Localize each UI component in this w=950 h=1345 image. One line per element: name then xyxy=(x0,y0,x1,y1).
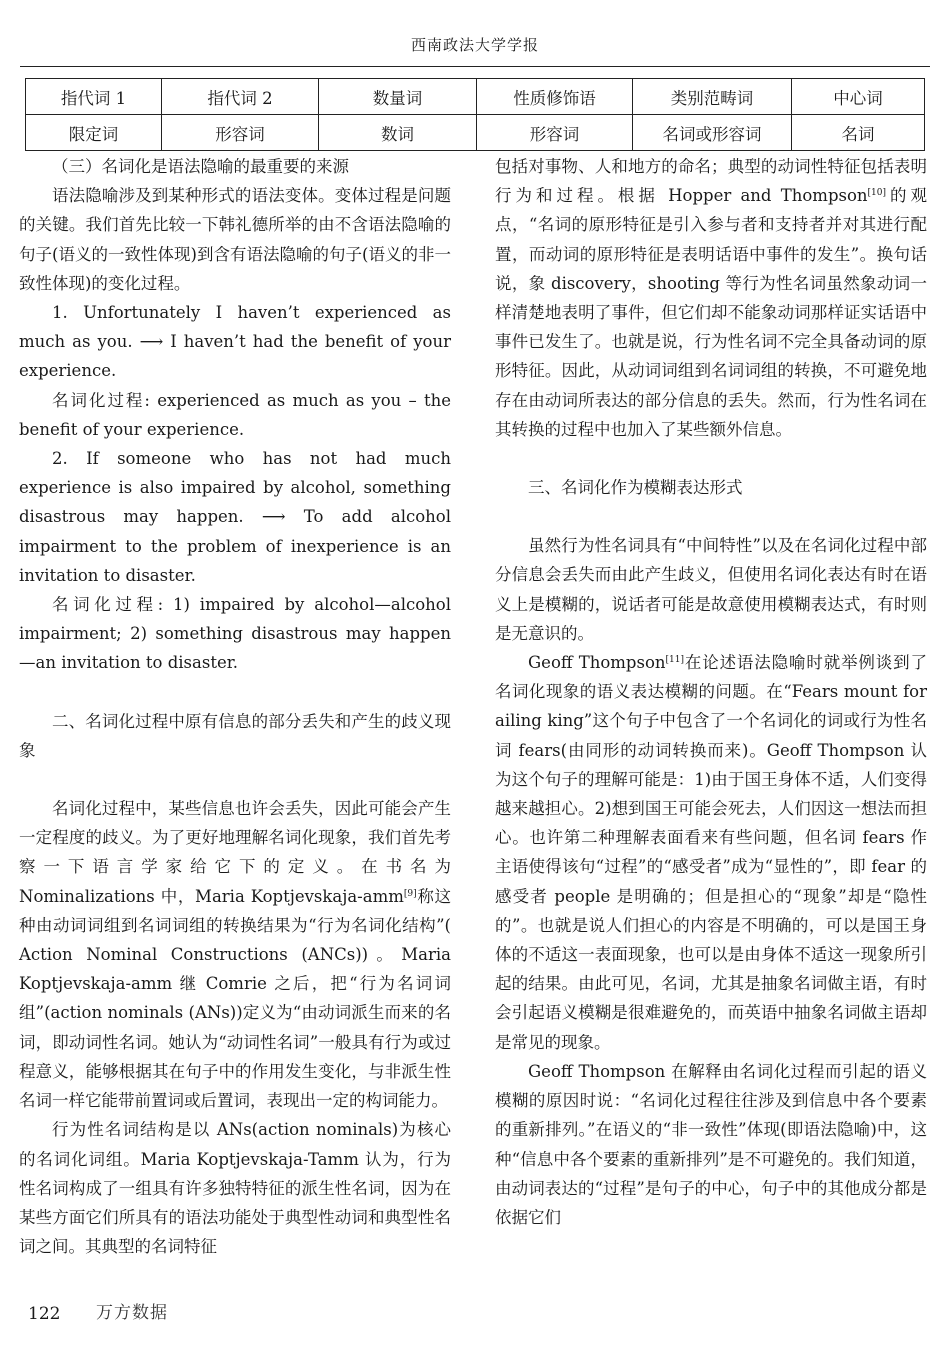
table-cell: 限定词 xyxy=(26,115,162,151)
spacer xyxy=(495,502,927,531)
paragraph-text: 的观点，“名词的原形特征是引入参与者和支持者并对其进行配置，而动词的原形特征是表明话语中事件的发生”。换句话说，象 discovery，shooting 等行为性名词虽然象动词一样清楚地表明了事件，但它们却不能象动词那样证实话语中事件已发生了。也就是说，行为性名词不完全具备动词的原形特征。因此，从动词词组到名词词组的转换，不可避免地存在由动词所表达的部分信息的丢失。然而，行为性名词在其转换的过程中也加入了某些额外信息。 xyxy=(495,186,927,439)
table-cell: 指代词 2 xyxy=(162,79,319,115)
table-cell: 形容词 xyxy=(162,115,319,151)
paragraph xyxy=(495,152,927,444)
left-column xyxy=(19,152,451,1261)
paragraph: 虽然行为性名词具有“中间特性”以及在名词化过程中部分信息会丢失而由此产生歧义，但使用名词化表达有时在语义上是模糊的，说话者可能是故意使用模糊表达式，有时则是无意识的。 xyxy=(495,536,927,643)
spacer xyxy=(495,444,927,473)
paragraph-text: 在论述语法隐喻时就举例谈到了名词化现象的语义表达模糊的问题。在“Fears mount for ailing king”这个句子中包含了一个名词化的词或行为性名词 fears(由同形的动词转换而来)。Geoff Thompson 认为这个句子的理解可能是：1)由于国王身体不适，人们变得越来越担心。2)想到国王可能会死去，人们因这一想法而担心。也许第二种理解表面看来有些问题，但名词 fears 作主语使得该句“过程”的“感受者”成为“显性的”，即 fear 的感受者 people 是明确的；但是担心的“现象”却是“隐性的”。也就是说人们担心的内容是不明确的，可以是国王身体的不适这一表面现象，也可以是由身体不适这一现象所引起的结果。由此可见，名词，尤其是抽象名词做主语，有时会引起语义模糊是很难避免的，而英语中抽象名词做主语却是常见的现象。 xyxy=(495,653,928,1052)
page-number: 122 xyxy=(28,1304,61,1324)
spacer xyxy=(19,765,451,794)
table-cell: 数量词 xyxy=(319,79,477,115)
table-cell: 指代词 1 xyxy=(26,79,162,115)
paragraph xyxy=(495,648,927,1057)
table-row xyxy=(26,115,925,151)
table-cell: 数词 xyxy=(319,115,477,151)
table-cell: 性质修饰语 xyxy=(477,79,633,115)
example-1: 1. Unfortunately I haven’t experienced as much as you. ⟶ I haven’t had the benefit of your experience. xyxy=(19,303,451,381)
section-heading-2: 二、名词化过程中原有信息的部分丢失和产生的歧义现象 xyxy=(19,711,451,760)
subsection-heading: （三）名词化是语法隐喻的最重要的来源 xyxy=(52,157,349,176)
table-cell: 形容词 xyxy=(477,115,633,151)
table-cell: 类别范畴词 xyxy=(633,79,792,115)
citation-ref: [10] xyxy=(867,188,887,199)
paragraph: 行为性名词结构是以 ANs(action nominals)为核心的名词化词组。Maria Koptjevskaja-Tamm 认为，行为性名词构成了一组具有许多独特特征的派生性名词，因为在某些方面它们所具有的语法功能处于典型性动词和典型性名词之间。其典型的名词特征 xyxy=(19,1120,451,1257)
citation-ref: [9] xyxy=(403,888,417,899)
citation-ref: [11] xyxy=(665,655,684,666)
word-class-table xyxy=(25,78,925,151)
right-column xyxy=(495,152,927,1232)
paragraph-text: Geoff Thompson xyxy=(528,653,666,673)
table-cell: 中心词 xyxy=(792,79,925,115)
table-cell: 名词或形容词 xyxy=(633,115,792,151)
watermark: 万方数据 xyxy=(96,1303,168,1323)
example-2: 2. If someone who has not had much experience is also impaired by alcohol, something disastrous may happen. ⟶ To add alcohol impairment to the problem of inexperience is an invitation to disaster. xyxy=(19,449,451,585)
paragraph: 语法隐喻涉及到某种形式的语法变体。变体过程是问题的关键。我们首先比较一下韩礼德所举的由不含语法隐喻的句子(语义的一致性体现)到含有语法隐喻的句子(语义的非一致性体现)的变化过程。 xyxy=(19,186,451,293)
journal-header: 西南政法大学学报 xyxy=(410,36,539,54)
paragraph-text: 称这种由动词词组到名词词组的转换结果为“行为名词化结构”( Action Nominal Constructions (ANCs))。Maria Koptjevskaja-amm 继 Comrie 之后，把“行为名词词组”(action nominals (ANs))定义为“由动词派生而来的名词，即动词性名词。她认为“动词性名词”一般具有行为或过程意义，能够根据其在句子中的作用发生变化，与非派生性名词一样它能带前置词或后置词，表现出一定的构词能力。 xyxy=(19,886,451,1111)
paragraph xyxy=(19,794,451,1115)
spacer xyxy=(19,678,451,707)
paragraph: 名词化过程: 1) impaired by alcohol—alcohol impairment; 2) something disastrous may happen—an invitation to disaster. xyxy=(19,595,451,673)
section-heading-3: 三、名词化作为模糊表达形式 xyxy=(528,478,743,498)
paragraph-text: 名词化过程中，某些信息也许会丢失，因此可能会产生一定程度的歧义。为了更好地理解名词化现象，我们首先考察一下语言学家给它下的定义。在书名为 Nominalizations 中，Maria Koptjevskaja-amm xyxy=(19,799,451,906)
paragraph-text: 包括对事物、人和地方的命名；典型的动词性特征包括表明行为和过程。根据 Hopper and Thompson xyxy=(495,157,927,206)
table-cell: 名词 xyxy=(792,115,925,151)
table-row xyxy=(26,79,925,115)
paragraph: 名词化过程: experienced as much as you – the benefit of your experience. xyxy=(19,390,451,439)
header-rule xyxy=(20,66,930,67)
paragraph: Geoff Thompson 在解释由名词化过程而引起的语义模糊的原因时说：“名词化过程往往涉及到信息中各个要素的重新排列。”在语义的“非一致性”体现(即语法隐喻)中，这种“信息中各个要素的重新排列”是不可避免的。我们知道，由动词表达的“过程”是句子的中心，句子中的其他成分都是依据它们 xyxy=(495,1061,927,1227)
